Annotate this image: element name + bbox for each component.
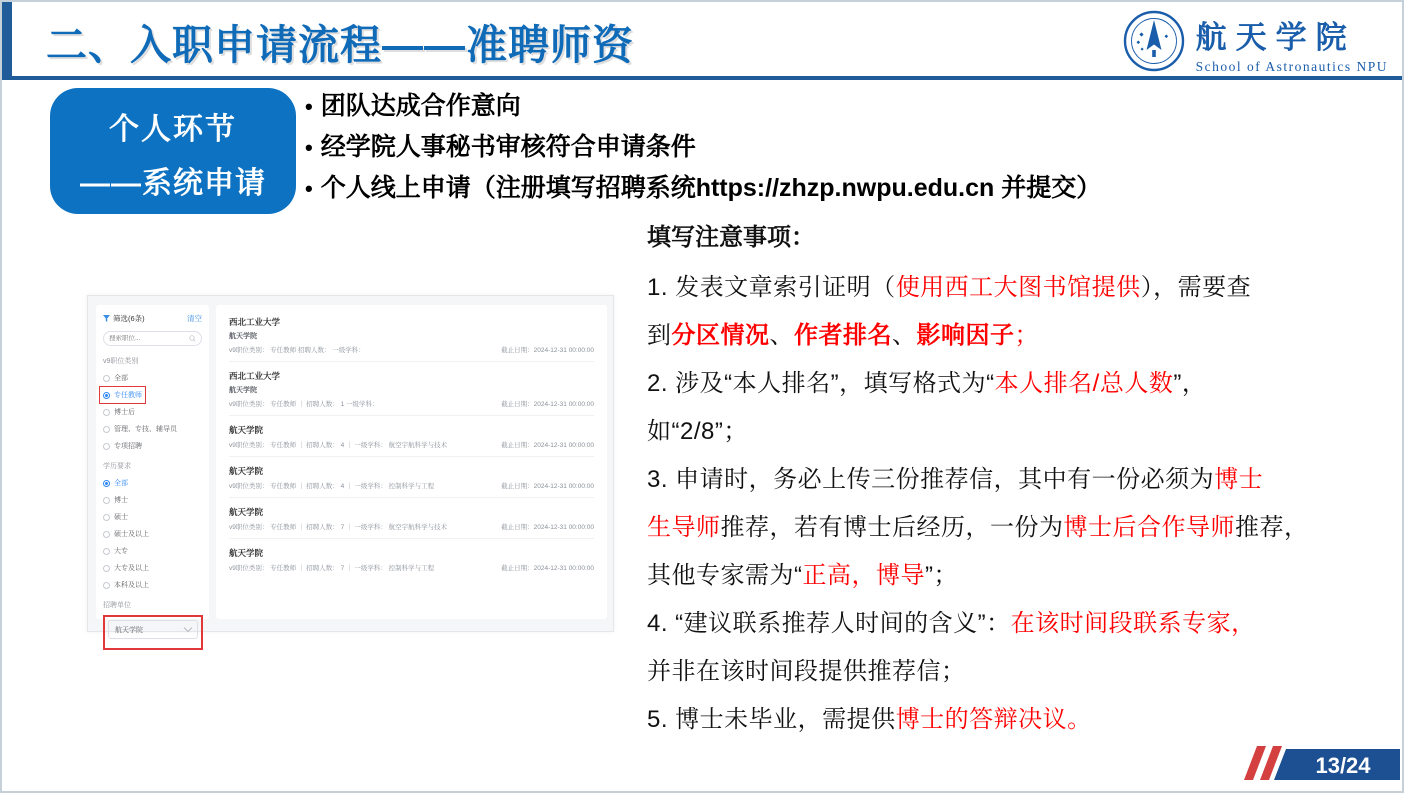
note-segment: 推荐，若有博士后经历，一份为	[720, 514, 1064, 541]
page-title: 二、入职申请流程——准聘师资	[46, 22, 634, 68]
job-search-input[interactable]	[109, 335, 179, 342]
note-segment: 、	[769, 322, 794, 349]
job-meta: v9职位类别： 专任教师 ｜ 招聘人数： 7 ｜ 一级学科： 航空宇航科学与技术	[229, 524, 448, 531]
job-meta-row	[229, 481, 594, 490]
note-segment: 推荐，	[1235, 514, 1309, 541]
note-segment: 2. 涉及“本人排名”，填写格式为“	[647, 370, 995, 397]
job-meta: v9职位类别： 专任教师 ｜ 招聘人数： 7 ｜ 一级学科： 控制科学与工程	[229, 565, 435, 572]
job-listing-row[interactable]	[229, 308, 594, 362]
school-logo-icon	[1122, 9, 1186, 78]
radio-icon	[103, 480, 110, 487]
note-line	[647, 504, 1395, 552]
note-segment: 如“2/8”；	[647, 418, 748, 445]
note-line	[647, 552, 1395, 600]
radio-icon	[103, 514, 110, 521]
note-segment: 、	[892, 322, 917, 349]
filter-header: 筛选(6条)	[103, 313, 145, 324]
bullet-list	[305, 86, 1101, 209]
filter-option-label: 博士	[114, 497, 128, 504]
job-title: 航天学院	[229, 425, 264, 435]
job-listing-row[interactable]	[229, 498, 594, 539]
recruitment-portal-screenshot	[87, 295, 614, 632]
notes-heading: 填写注意事项：	[647, 224, 815, 251]
filter-option-label: 硕士	[114, 514, 128, 521]
job-subtitle: 航天学院	[229, 387, 257, 394]
filter-option-label: 专任教师	[114, 392, 142, 399]
radio-icon	[103, 548, 110, 555]
bullet-item: • 个人线上申请（注册填写招聘系统https://zhzp.nwpu.edu.cn 并提交）	[305, 168, 1101, 209]
stage-badge-line1: 个人环节	[109, 113, 237, 146]
note-segment: 生导师	[647, 514, 721, 541]
filter-option[interactable]	[103, 478, 128, 488]
note-segment: 到	[647, 322, 672, 349]
job-title: 航天学院	[229, 507, 264, 517]
filter-option-label: 专项招聘	[114, 443, 142, 450]
note-line	[647, 456, 1395, 504]
filter-option[interactable]	[103, 529, 149, 539]
job-subtitle: 航天学院	[229, 333, 257, 340]
title-accent-bar	[2, 2, 12, 80]
filter-panel	[96, 305, 209, 634]
job-listing-row[interactable]	[229, 362, 594, 416]
stage-badge-line2: ——系统申请	[80, 167, 266, 200]
school-logo	[1122, 9, 1388, 78]
note-segment: 本人排名/总人数	[994, 370, 1174, 397]
note-segment: ”；	[925, 562, 958, 589]
filter-option-label: 全部	[114, 375, 128, 382]
filter-option-label: 博士后	[114, 409, 135, 416]
school-logo-text	[1196, 12, 1388, 75]
unit-select[interactable]	[108, 620, 198, 639]
filter-option[interactable]	[103, 424, 177, 434]
filter-option[interactable]	[103, 563, 149, 573]
job-deadline: 截止日期：2024-12-31 00:00:00	[501, 565, 594, 572]
job-deadline: 截止日期：2024-12-31 00:00:00	[501, 401, 594, 408]
note-line	[647, 600, 1395, 648]
page-number-tag	[1230, 740, 1400, 785]
note-segment: ），需要查	[1140, 274, 1252, 301]
note-segment: ”，	[1173, 370, 1207, 397]
note-segment: 1. 发表文章索引证明（	[647, 274, 896, 301]
job-title: 西北工业大学	[229, 317, 281, 327]
note-segment: ；	[1014, 322, 1039, 349]
filter-option[interactable]	[103, 546, 128, 556]
note-segment: 使用西工大图书馆提供	[895, 274, 1141, 301]
job-meta-row	[229, 345, 594, 354]
radio-icon	[103, 443, 110, 450]
clear-filters-link[interactable]: 清空	[187, 314, 202, 323]
filter-option-label: 大专	[114, 548, 128, 555]
note-segment: 3. 申请时，务必上传三份推荐信，其中有一份必须为	[647, 466, 1215, 493]
stage-badge	[50, 88, 296, 214]
unit-filter-label: 招聘单位	[103, 602, 131, 609]
radio-icon	[103, 409, 110, 416]
note-line	[647, 696, 1395, 744]
radio-icon	[103, 392, 110, 399]
job-search-box[interactable]	[103, 331, 202, 346]
filter-group-label: 学历要求	[103, 463, 131, 470]
chevron-down-icon	[184, 624, 192, 632]
note-segment: 分区情况	[671, 322, 770, 349]
radio-icon	[103, 565, 110, 572]
job-meta: v9职位类别： 专任教师 ｜ 招聘人数： 4 ｜ 一级学科： 控制科学与工程	[229, 483, 435, 490]
job-meta-row	[229, 440, 594, 449]
note-segment: 影响因子	[916, 322, 1015, 349]
filter-option-label: 管理、专技、辅导员	[114, 426, 177, 433]
note-segment: 4. “建议联系推荐人时间的含义”：	[647, 610, 1011, 637]
filter-option-label: 本科及以上	[114, 582, 149, 589]
radio-icon	[103, 426, 110, 433]
filter-option-label: 硕士及以上	[114, 531, 149, 538]
radio-icon	[103, 375, 110, 382]
job-listings	[216, 305, 607, 619]
filter-option[interactable]	[103, 390, 142, 400]
job-listing-row[interactable]	[229, 416, 594, 457]
filter-option[interactable]	[103, 441, 142, 451]
radio-icon	[103, 531, 110, 538]
filter-group-label: v9职位类别	[103, 358, 139, 365]
filter-option[interactable]	[103, 512, 128, 522]
school-name-en: School of Astronautics NPU	[1195, 59, 1388, 74]
job-deadline: 截止日期：2024-12-31 00:00:00	[501, 483, 594, 490]
job-listing-row[interactable]	[229, 457, 594, 498]
radio-icon	[103, 582, 110, 589]
filter-option[interactable]	[103, 407, 135, 417]
filter-groups	[103, 356, 202, 590]
note-line	[647, 312, 1395, 360]
job-meta: v9职位类别： 专任教师 ｜ 招聘人数： 4 ｜ 一级学科： 航空宇航科学与技术	[229, 442, 448, 449]
radio-icon	[103, 497, 110, 504]
job-title: 西北工业大学	[229, 371, 281, 381]
notes-panel	[647, 220, 1395, 744]
unit-select-value: 航天学院	[115, 626, 143, 634]
note-segment: 正高，博导	[802, 562, 925, 589]
page-number: 13/24	[1315, 753, 1371, 778]
bullet-item: • 经学院人事秘书审核符合申请条件	[305, 127, 1101, 168]
note-line	[647, 648, 1395, 696]
filter-option[interactable]	[103, 495, 128, 505]
note-segment: 博士	[1214, 466, 1264, 493]
job-meta-row	[229, 563, 594, 572]
school-name-cn: 航天学院	[1195, 20, 1356, 55]
note-segment: 在该时间段联系专家，	[1010, 610, 1256, 637]
filter-option-label: 全部	[114, 480, 128, 487]
funnel-icon	[103, 315, 110, 322]
notes-lines	[647, 264, 1395, 744]
job-meta-row	[229, 522, 594, 531]
job-meta-row	[229, 399, 594, 408]
note-segment: 博士的答辩决议。	[895, 706, 1092, 733]
note-segment: 并非在该时间段提供推荐信；	[647, 658, 966, 685]
job-listing-row[interactable]	[229, 539, 594, 579]
job-meta: v9职位类别： 专任教师 招聘人数： 一级学科：	[229, 347, 365, 354]
note-line	[647, 360, 1395, 408]
job-deadline: 截止日期：2024-12-31 00:00:00	[501, 442, 594, 449]
job-deadline: 截止日期：2024-12-31 00:00:00	[501, 524, 594, 531]
note-segment: 5. 博士未毕业，需提供	[647, 706, 896, 733]
note-segment: 博士后合作导师	[1063, 514, 1235, 541]
search-icon	[189, 335, 196, 342]
job-title: 航天学院	[229, 466, 264, 476]
note-segment: 其他专家需为“	[647, 562, 803, 589]
job-meta: v9职位类别： 专任教师 ｜ 招聘人数： 1 一级学科：	[229, 401, 379, 408]
note-line	[647, 408, 1395, 456]
note-segment: 作者排名	[794, 322, 892, 349]
job-title: 航天学院	[229, 548, 264, 558]
filter-option[interactable]	[103, 373, 128, 383]
unit-highlight-box	[103, 615, 203, 650]
filter-option[interactable]	[103, 580, 149, 590]
job-deadline: 截止日期：2024-12-31 00:00:00	[501, 347, 594, 354]
bullet-item: • 团队达成合作意向	[305, 86, 1101, 127]
note-line	[647, 264, 1395, 312]
filter-option-label: 大专及以上	[114, 565, 149, 572]
